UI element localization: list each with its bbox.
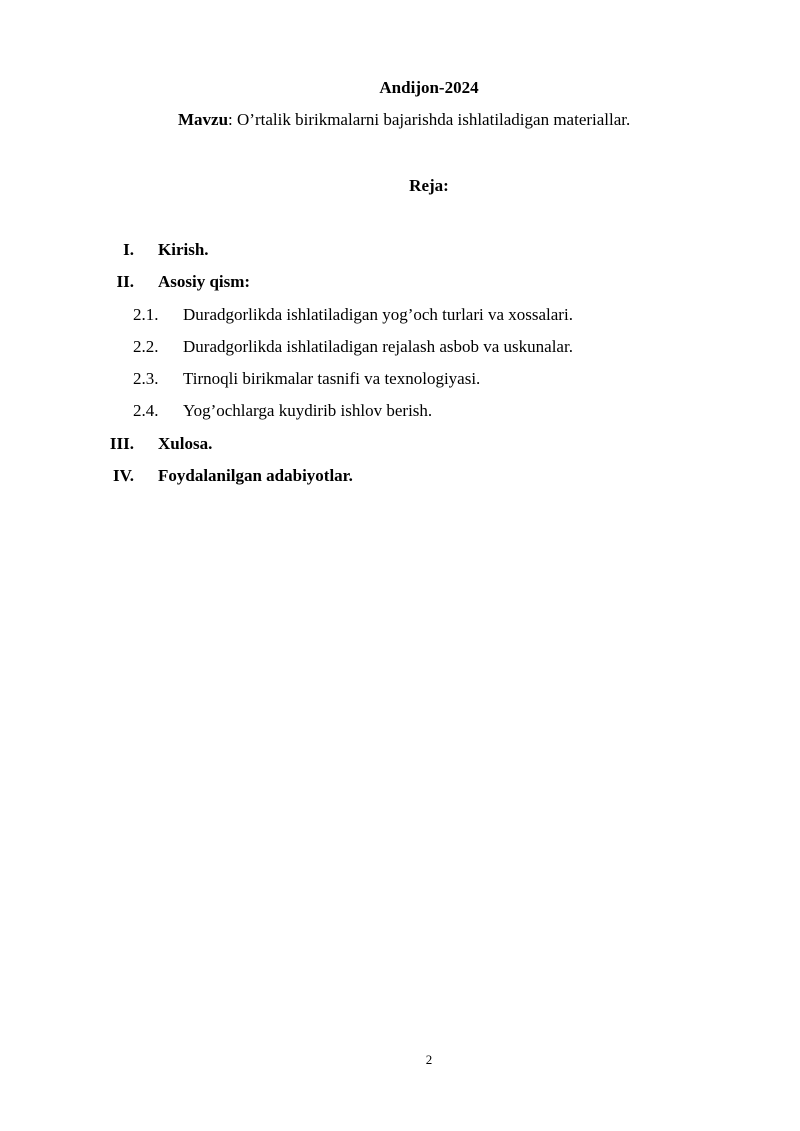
plan-subitem-number: 2.1. (133, 304, 159, 324)
plan-subitem-number: 2.2. (133, 336, 159, 356)
plan-item-conclusion (0, 433, 800, 465)
plan-item-number: I. (123, 240, 134, 259)
plan-item-main-part (0, 271, 800, 303)
plan-item-text: Foydalanilgan adabiyotlar. (158, 466, 353, 486)
topic-label: Mavzu (178, 110, 229, 129)
plan-list (0, 239, 800, 497)
plan-subitem-text: Duradgorlikda ishlatiladigan yog’och turlari va xossalari. (183, 304, 573, 324)
plan-subitem-text: Duradgorlikda ishlatiladigan rejalash asbob va uskunalar. (183, 336, 573, 356)
plan-item-number: II. (116, 272, 134, 292)
plan-item-references (0, 465, 800, 497)
plan-title: Reja: (409, 176, 449, 195)
plan-subitem-2-3 (0, 368, 800, 400)
plan-item-text: Asosiy qism: (158, 272, 251, 292)
plan-item-number: IV. (113, 466, 134, 486)
topic-line (178, 109, 630, 131)
topic-separator: : (228, 110, 238, 129)
plan-item-text: Kirish. (158, 240, 209, 259)
plan-item-number: III. (109, 433, 134, 453)
plan-subitem-text: Tirnoqli birikmalar tasnifi va texnologiyasi. (183, 369, 481, 389)
plan-subitem-2-2 (0, 336, 800, 368)
document-header: Andijon-2024 (379, 78, 479, 97)
topic-text: O’rtalik birikmalarni bajarishda ishlatiladigan materiallar. (237, 110, 631, 129)
page-number: 2 (425, 1052, 433, 1067)
plan-subitem-text: Yog’ochlarga kuydirib ishlov berish. (183, 401, 433, 421)
plan-item-text: Xulosa. (158, 433, 213, 453)
plan-item-intro (0, 239, 800, 271)
plan-subitem-2-1 (0, 304, 800, 336)
plan-subitem-2-4 (0, 400, 800, 432)
plan-subitem-number: 2.3. (133, 369, 159, 389)
plan-subitem-number: 2.4. (133, 401, 159, 421)
